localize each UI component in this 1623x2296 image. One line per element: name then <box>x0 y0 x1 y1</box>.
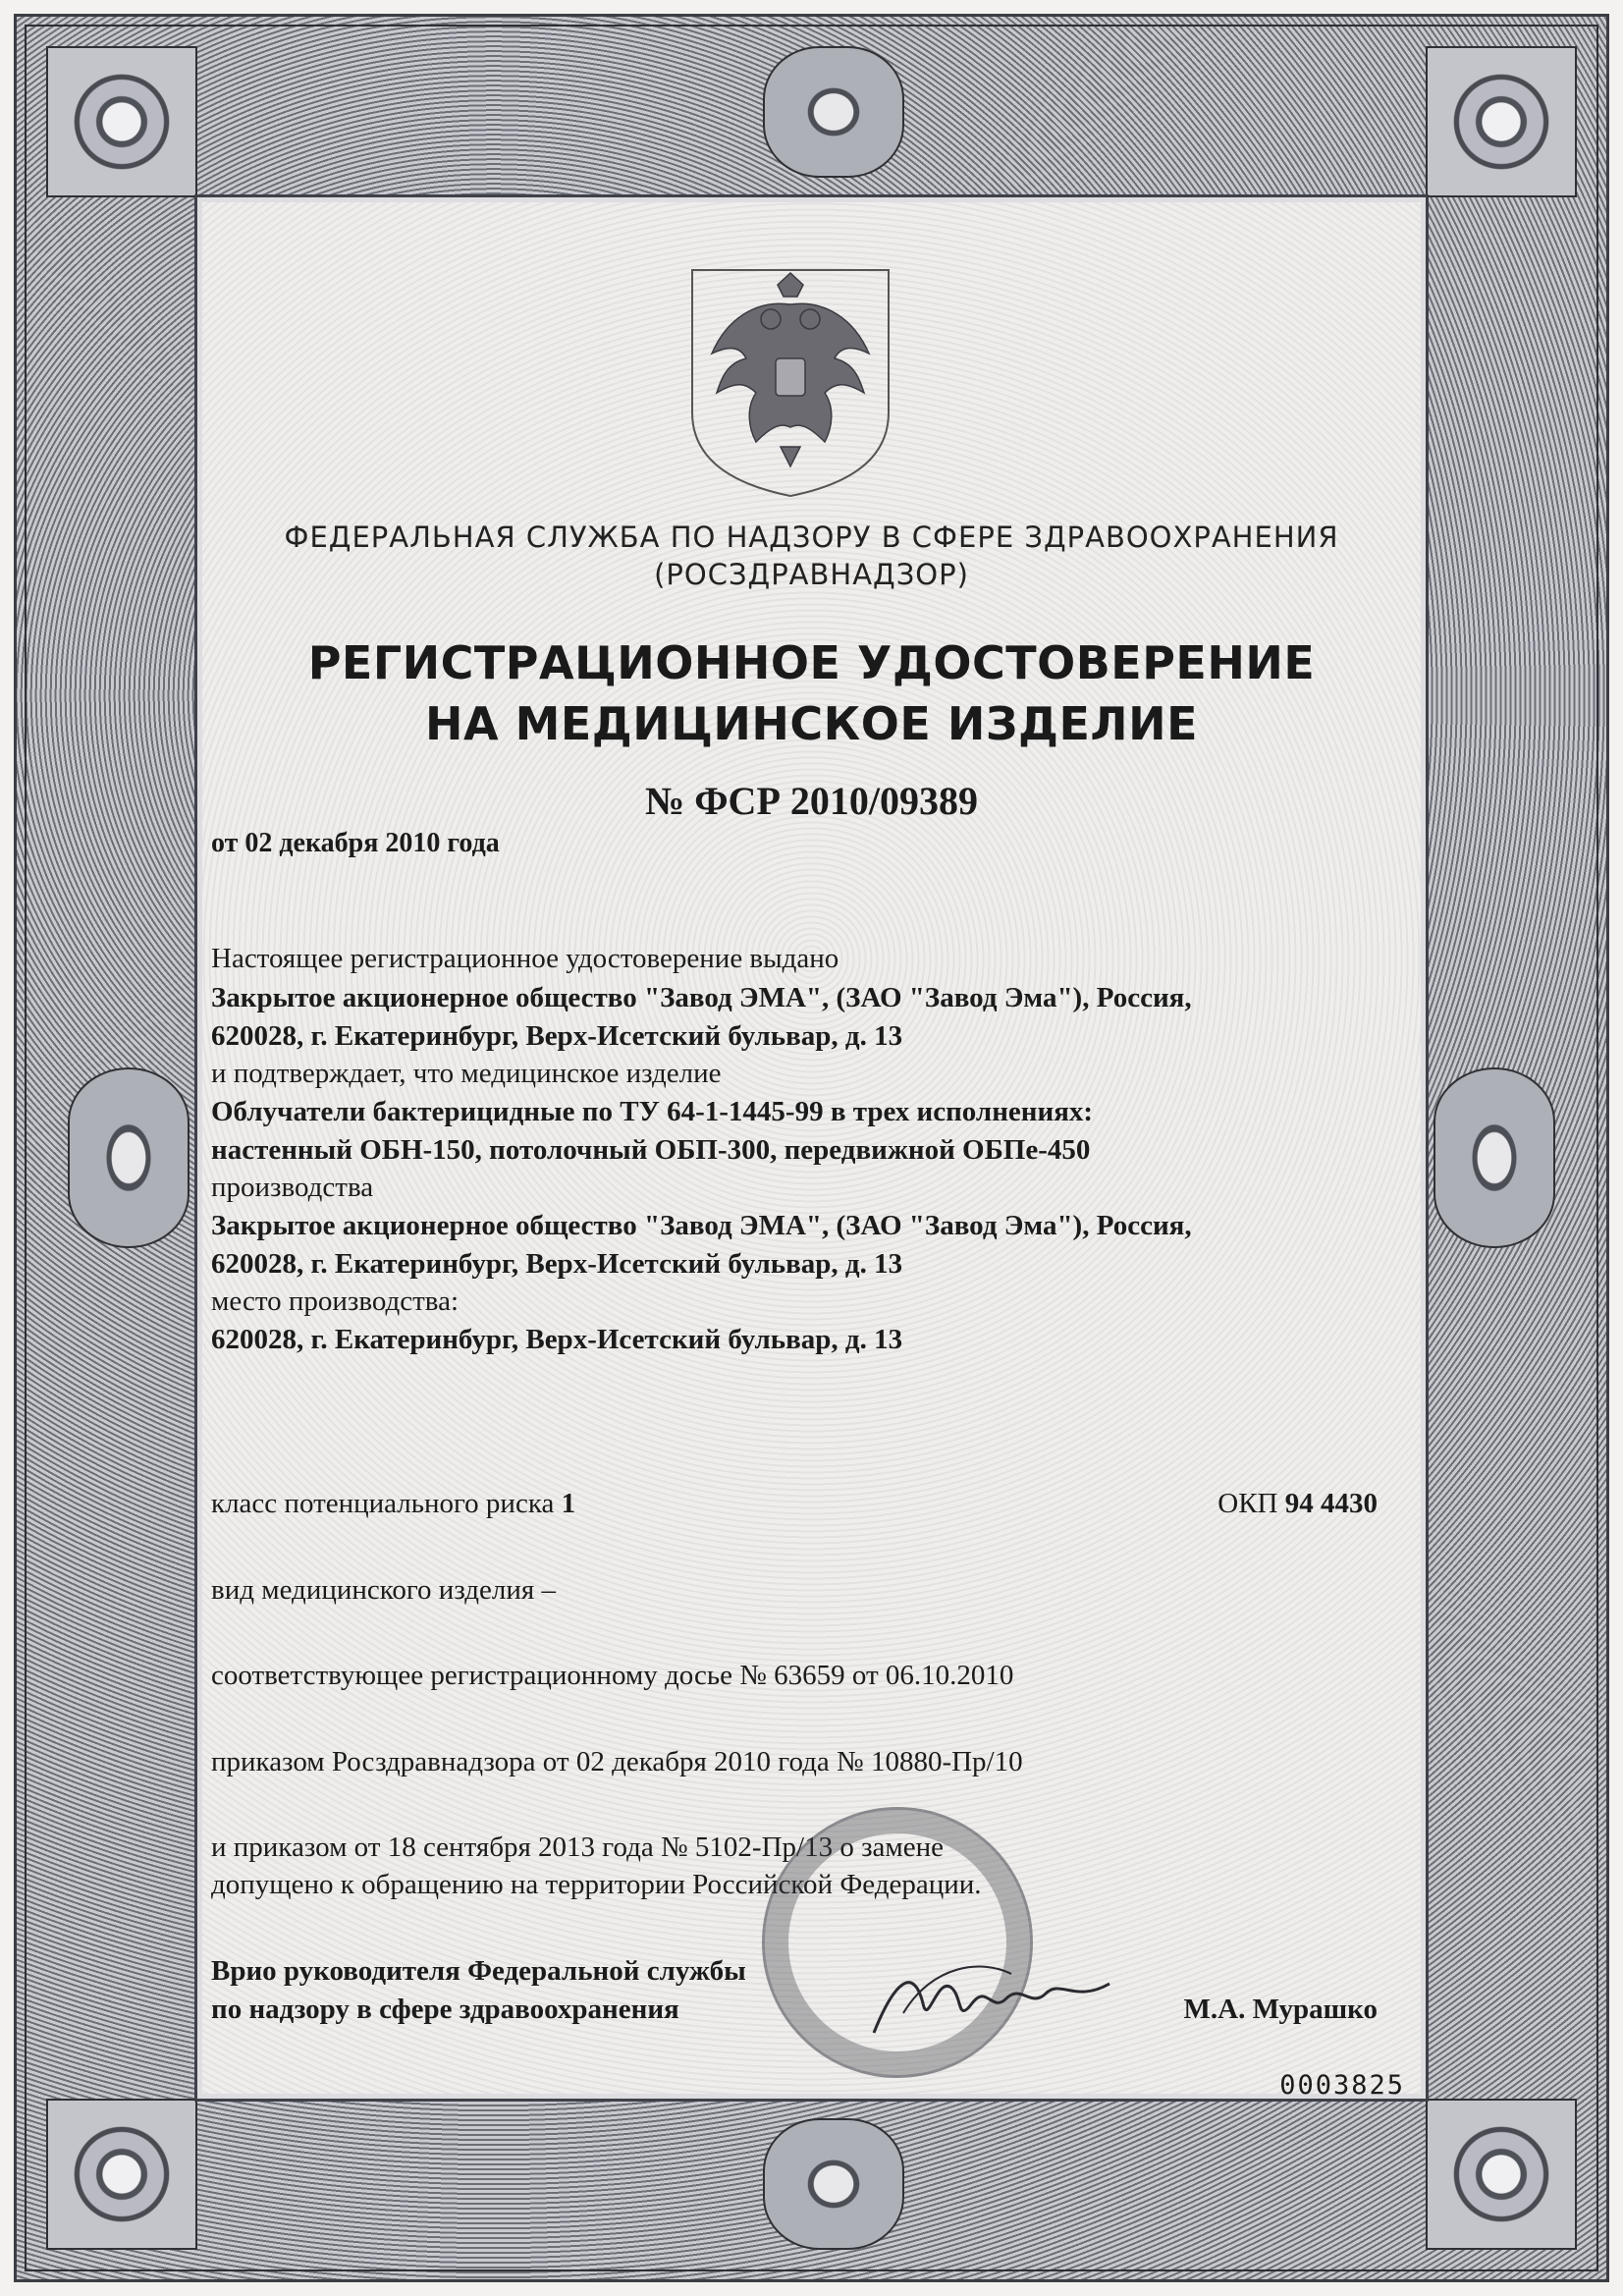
risk-class <box>211 1488 575 1520</box>
confirms-label: и подтверждает, что медицинское изделие <box>211 1058 722 1089</box>
document-subtitle: НА МЕДИЦИНСКОЕ ИЗДЕЛИЕ <box>424 697 1199 750</box>
signatory-position-2: по надзору в сфере здравоохранения <box>211 1994 679 2025</box>
admission-statement: допущено к обращению на территории Российской Федерации. <box>211 1869 982 1900</box>
certificate-number: № ФСР 2010/09389 <box>645 779 978 823</box>
okp-label: ОКП <box>1217 1488 1278 1519</box>
agency-name: ФЕДЕРАЛЬНАЯ СЛУЖБА ПО НАДЗОРУ В СФЕРЕ ЗДРАВООХРАНЕНИЯ <box>284 520 1339 554</box>
agency-abbreviation: (РОСЗДРАВНАДЗОР) <box>654 558 969 591</box>
risk-class-value: 1 <box>561 1488 576 1519</box>
device-kind: вид медицинского изделия – <box>211 1574 556 1606</box>
dossier-reference: соответствующее регистрационному досье № 63659 от 06.10.2010 <box>211 1660 1014 1691</box>
issued-to-line-1: Закрытое акционерное общество "Завод ЭМА", (ЗАО "Завод Эма"), Россия, <box>211 982 1192 1013</box>
okp-code <box>1217 1488 1378 1520</box>
place-label: место производства: <box>211 1285 460 1317</box>
signatory-position-1: Врио руководителя Федеральной службы <box>211 1955 746 1987</box>
device-line-1: Облучатели бактерицидные по ТУ 64-1-1445-99 в трех исполнениях: <box>211 1096 1094 1127</box>
okp-value: 94 4430 <box>1284 1488 1378 1519</box>
coat-of-arms-icon <box>687 265 893 501</box>
order-reference-2: и приказом от 18 сентября 2013 года № 5102-Пр/13 о замене <box>211 1831 945 1863</box>
order-reference-1: приказом Росздравнадзора от 02 декабря 2010 года № 10880-Пр/10 <box>211 1746 1023 1777</box>
issued-to-line-2: 620028, г. Екатеринбург, Верх-Исетский бульвар, д. 13 <box>211 1020 903 1052</box>
place-of-production: 620028, г. Екатеринбург, Верх-Исетский бульвар, д. 13 <box>211 1324 903 1355</box>
device-line-2: настенный ОБН-150, потолочный ОБП-300, передвижной ОБПе-450 <box>211 1134 1091 1166</box>
risk-class-label: класс потенциального риска <box>211 1488 555 1519</box>
issued-label: Настоящее регистрационное удостоверение выдано <box>211 943 839 974</box>
manufacturer-label: производства <box>211 1172 374 1203</box>
manufacturer-line-2: 620028, г. Екатеринбург, Верх-Исетский бульвар, д. 13 <box>211 1248 903 1280</box>
issue-date: от 02 декабря 2010 года <box>211 828 500 858</box>
signature <box>864 1944 1119 2052</box>
serial-number: 0003825 <box>1279 2070 1405 2101</box>
manufacturer-line-1: Закрытое акционерное общество "Завод ЭМА", (ЗАО "Завод Эма"), Россия, <box>211 1210 1192 1241</box>
signatory-name: М.А. Мурашко <box>1183 1994 1378 2025</box>
document-title: РЕГИСТРАЦИОННОЕ УДОСТОВЕРЕНИЕ <box>307 636 1316 689</box>
